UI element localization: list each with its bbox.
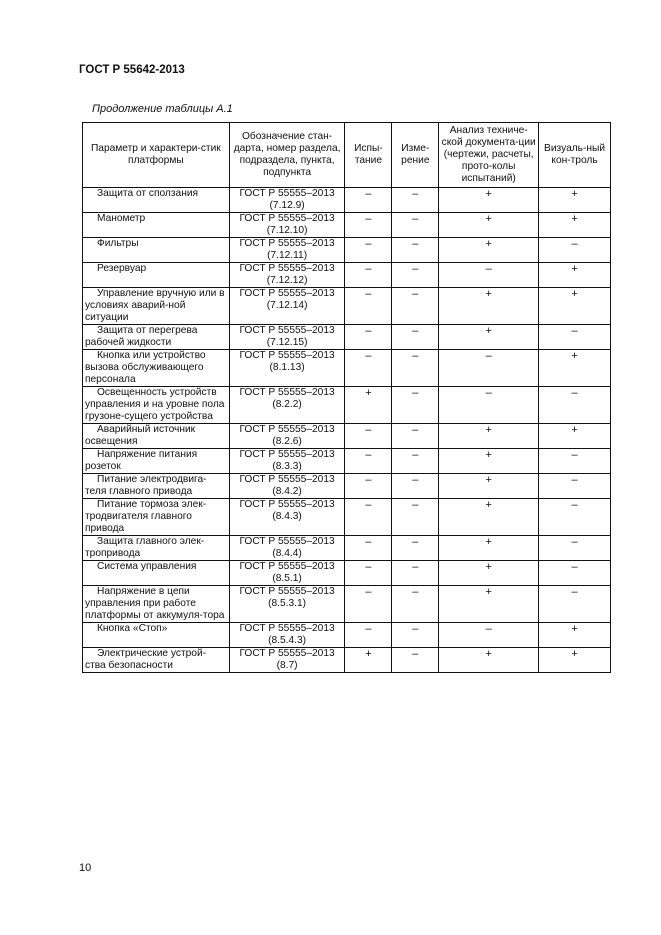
cell-analysis-mark: – — [439, 387, 539, 424]
table-row — [83, 586, 611, 623]
table-row — [83, 499, 611, 536]
clause-number: (8.2.6) — [272, 436, 302, 447]
cell-parameter — [83, 561, 230, 586]
standard-name: ГОСТ Р 55555–2013 — [239, 213, 335, 224]
cell-analysis-mark: + — [439, 188, 539, 213]
cell-visual-mark: – — [539, 387, 611, 424]
cell-measure-mark: – — [392, 474, 439, 499]
parameter-text: Питание электродвига-теля главного привода — [85, 474, 207, 497]
cell-measure-mark: – — [392, 586, 439, 623]
clause-number: (8.3.3) — [272, 461, 302, 472]
cell-parameter — [83, 536, 230, 561]
table-row — [83, 387, 611, 424]
standard-name: ГОСТ Р 55555–2013 — [239, 623, 335, 634]
cell-standard-ref — [229, 325, 345, 350]
cell-measure-mark: – — [392, 325, 439, 350]
standard-name: ГОСТ Р 55555–2013 — [239, 449, 335, 460]
cell-standard-ref — [229, 288, 345, 325]
page-number: 10 — [79, 862, 92, 874]
clause-number: (7.12.10) — [266, 225, 308, 236]
table-row — [83, 325, 611, 350]
column-header-visual: Визуаль-ный кон-троль — [539, 123, 611, 188]
requirements-table — [82, 122, 611, 673]
cell-analysis-mark: + — [439, 288, 539, 325]
parameter-text: Кнопка «Стоп» — [97, 623, 168, 634]
table-row — [83, 188, 611, 213]
cell-parameter — [83, 387, 230, 424]
cell-measure-mark: – — [392, 238, 439, 263]
cell-measure-mark: – — [392, 263, 439, 288]
cell-standard-ref — [229, 623, 345, 648]
cell-visual-mark: + — [539, 648, 611, 673]
cell-measure-mark: – — [392, 536, 439, 561]
standard-name: ГОСТ Р 55555–2013 — [239, 561, 335, 572]
cell-measure-mark: – — [392, 449, 439, 474]
cell-measure-mark: – — [392, 213, 439, 238]
standard-name: ГОСТ Р 55555–2013 — [239, 586, 335, 597]
cell-measure-mark: – — [392, 623, 439, 648]
cell-analysis-mark: + — [439, 474, 539, 499]
cell-test-mark: – — [345, 561, 392, 586]
cell-test-mark: – — [345, 325, 392, 350]
clause-number: (8.7) — [276, 660, 298, 671]
cell-test-mark: – — [345, 499, 392, 536]
cell-standard-ref — [229, 263, 345, 288]
cell-analysis-mark: + — [439, 424, 539, 449]
table-caption: Продолжение таблицы А.1 — [92, 103, 233, 115]
clause-number: (8.2.2) — [272, 399, 302, 410]
standard-name: ГОСТ Р 55555–2013 — [239, 325, 335, 336]
cell-analysis-mark: + — [439, 648, 539, 673]
standard-name: ГОСТ Р 55555–2013 — [239, 263, 335, 274]
clause-number: (8.5.4.3) — [268, 635, 307, 646]
standard-name: ГОСТ Р 55555–2013 — [239, 387, 335, 398]
cell-standard-ref — [229, 213, 345, 238]
parameter-text: Управление вручную или в условиях аварий-ной ситуации — [85, 288, 225, 323]
cell-analysis-mark: + — [439, 499, 539, 536]
clause-number: (8.1.13) — [269, 362, 305, 373]
clause-number: (7.12.9) — [269, 200, 305, 211]
cell-test-mark: – — [345, 350, 392, 387]
parameter-text: Электрические устрой-ства безопасности — [85, 648, 207, 671]
cell-visual-mark: + — [539, 288, 611, 325]
column-header-measurement: Изме-рение — [392, 123, 439, 188]
table-row — [83, 238, 611, 263]
table-row — [83, 536, 611, 561]
table-row — [83, 474, 611, 499]
cell-parameter — [83, 424, 230, 449]
cell-visual-mark: + — [539, 623, 611, 648]
table-row — [83, 263, 611, 288]
cell-parameter — [83, 499, 230, 536]
cell-standard-ref — [229, 424, 345, 449]
cell-analysis-mark: + — [439, 449, 539, 474]
cell-standard-ref — [229, 561, 345, 586]
table-row — [83, 561, 611, 586]
cell-test-mark: – — [345, 238, 392, 263]
cell-parameter — [83, 474, 230, 499]
cell-standard-ref — [229, 586, 345, 623]
standard-name: ГОСТ Р 55555–2013 — [239, 424, 335, 435]
parameter-text: Манометр — [97, 213, 146, 224]
cell-standard-ref — [229, 449, 345, 474]
cell-standard-ref — [229, 474, 345, 499]
table-row — [83, 623, 611, 648]
cell-parameter — [83, 350, 230, 387]
standard-name: ГОСТ Р 55555–2013 — [239, 474, 335, 485]
cell-test-mark: – — [345, 536, 392, 561]
parameter-text: Напряжение питания розеток — [85, 449, 198, 472]
cell-analysis-mark: – — [439, 623, 539, 648]
parameter-text: Защита главного элек-тропривода — [85, 536, 205, 559]
cell-visual-mark: – — [539, 449, 611, 474]
cell-parameter — [83, 288, 230, 325]
standard-name: ГОСТ Р 55555–2013 — [239, 536, 335, 547]
cell-test-mark: – — [345, 263, 392, 288]
standard-name: ГОСТ Р 55555–2013 — [239, 499, 335, 510]
parameter-text: Аварийный источник освещения — [85, 424, 196, 447]
cell-measure-mark: – — [392, 350, 439, 387]
cell-measure-mark: – — [392, 424, 439, 449]
cell-test-mark: + — [345, 387, 392, 424]
cell-analysis-mark: – — [439, 350, 539, 387]
parameter-text: Резервуар — [97, 263, 147, 274]
cell-test-mark: – — [345, 449, 392, 474]
cell-parameter — [83, 586, 230, 623]
cell-test-mark: + — [345, 648, 392, 673]
parameter-text: Освещенность устройств управления и на уровне пола грузоне-сущего устройства — [85, 387, 225, 422]
clause-number: (8.4.2) — [272, 486, 302, 497]
clause-number: (7.12.11) — [267, 250, 308, 261]
standard-name: ГОСТ Р 55555–2013 — [239, 188, 335, 199]
clause-number: (8.5.3.1) — [268, 598, 307, 609]
cell-analysis-mark: + — [439, 325, 539, 350]
cell-parameter — [83, 325, 230, 350]
clause-number: (8.4.3) — [272, 511, 302, 522]
cell-analysis-mark: + — [439, 238, 539, 263]
cell-visual-mark: + — [539, 350, 611, 387]
cell-test-mark: – — [345, 288, 392, 325]
cell-parameter — [83, 648, 230, 673]
cell-visual-mark: + — [539, 213, 611, 238]
parameter-text: Защита от сползания — [97, 188, 199, 199]
cell-parameter — [83, 238, 230, 263]
cell-visual-mark: – — [539, 499, 611, 536]
cell-visual-mark: – — [539, 586, 611, 623]
cell-analysis-mark: + — [439, 536, 539, 561]
parameter-text: Фильтры — [97, 238, 139, 249]
cell-analysis-mark: + — [439, 586, 539, 623]
parameter-text: Питание тормоза элек-тродвигателя главного привода — [85, 499, 207, 534]
cell-test-mark: – — [345, 586, 392, 623]
cell-standard-ref — [229, 499, 345, 536]
column-header-analysis: Анализ техниче-ской документа-ции (чертежи, расчеты, прото-колы испытаний) — [439, 123, 539, 188]
cell-test-mark: – — [345, 474, 392, 499]
cell-visual-mark: – — [539, 561, 611, 586]
cell-test-mark: – — [345, 213, 392, 238]
cell-measure-mark: – — [392, 561, 439, 586]
clause-number: (7.12.14) — [266, 300, 308, 311]
cell-standard-ref — [229, 188, 345, 213]
cell-test-mark: – — [345, 623, 392, 648]
cell-standard-ref — [229, 350, 345, 387]
cell-visual-mark: + — [539, 188, 611, 213]
cell-parameter — [83, 623, 230, 648]
table-row — [83, 288, 611, 325]
clause-number: (8.4.4) — [272, 548, 302, 559]
clause-number: (8.5.1) — [272, 573, 302, 584]
cell-analysis-mark: – — [439, 263, 539, 288]
parameter-text: Кнопка или устройство вызова обслуживающего персонала — [85, 350, 206, 385]
cell-measure-mark: – — [392, 188, 439, 213]
cell-visual-mark: – — [539, 238, 611, 263]
cell-visual-mark: + — [539, 424, 611, 449]
cell-standard-ref — [229, 238, 345, 263]
cell-parameter — [83, 213, 230, 238]
clause-number: (7.12.12) — [266, 275, 308, 286]
cell-measure-mark: – — [392, 499, 439, 536]
standard-name: ГОСТ Р 55555–2013 — [239, 238, 335, 249]
table-row — [83, 350, 611, 387]
cell-parameter — [83, 449, 230, 474]
standard-name: ГОСТ Р 55555–2013 — [239, 648, 335, 659]
table-body — [83, 188, 611, 673]
cell-parameter — [83, 188, 230, 213]
clause-number: (7.12.15) — [266, 337, 308, 348]
cell-standard-ref — [229, 648, 345, 673]
cell-visual-mark: + — [539, 263, 611, 288]
parameter-text: Защита от перегрева рабочей жидкости — [85, 325, 198, 348]
standard-name: ГОСТ Р 55555–2013 — [239, 350, 335, 361]
cell-standard-ref — [229, 536, 345, 561]
table-row — [83, 213, 611, 238]
column-header-parameter: Параметр и характери-стик платформы — [83, 123, 230, 188]
parameter-text: Напряжение в цепи управления при работе платформы от аккумуля-тора — [85, 586, 225, 621]
cell-measure-mark: – — [392, 648, 439, 673]
cell-visual-mark: – — [539, 536, 611, 561]
cell-analysis-mark: + — [439, 213, 539, 238]
cell-parameter — [83, 263, 230, 288]
table-header-row — [83, 123, 611, 188]
table-row — [83, 449, 611, 474]
table-row — [83, 424, 611, 449]
standard-name: ГОСТ Р 55555–2013 — [239, 288, 335, 299]
cell-measure-mark: – — [392, 387, 439, 424]
cell-visual-mark: – — [539, 474, 611, 499]
parameter-text: Система управления — [97, 561, 197, 572]
cell-test-mark: – — [345, 424, 392, 449]
column-header-standard: Обозначение стан-дарта, номер раздела, подраздела, пункта, подпункта — [229, 123, 345, 188]
cell-test-mark: – — [345, 188, 392, 213]
cell-analysis-mark: + — [439, 561, 539, 586]
table-row — [83, 648, 611, 673]
cell-measure-mark: – — [392, 288, 439, 325]
cell-standard-ref — [229, 387, 345, 424]
document-header: ГОСТ Р 55642-2013 — [79, 64, 185, 76]
cell-visual-mark: – — [539, 325, 611, 350]
column-header-test: Испы-тание — [345, 123, 392, 188]
